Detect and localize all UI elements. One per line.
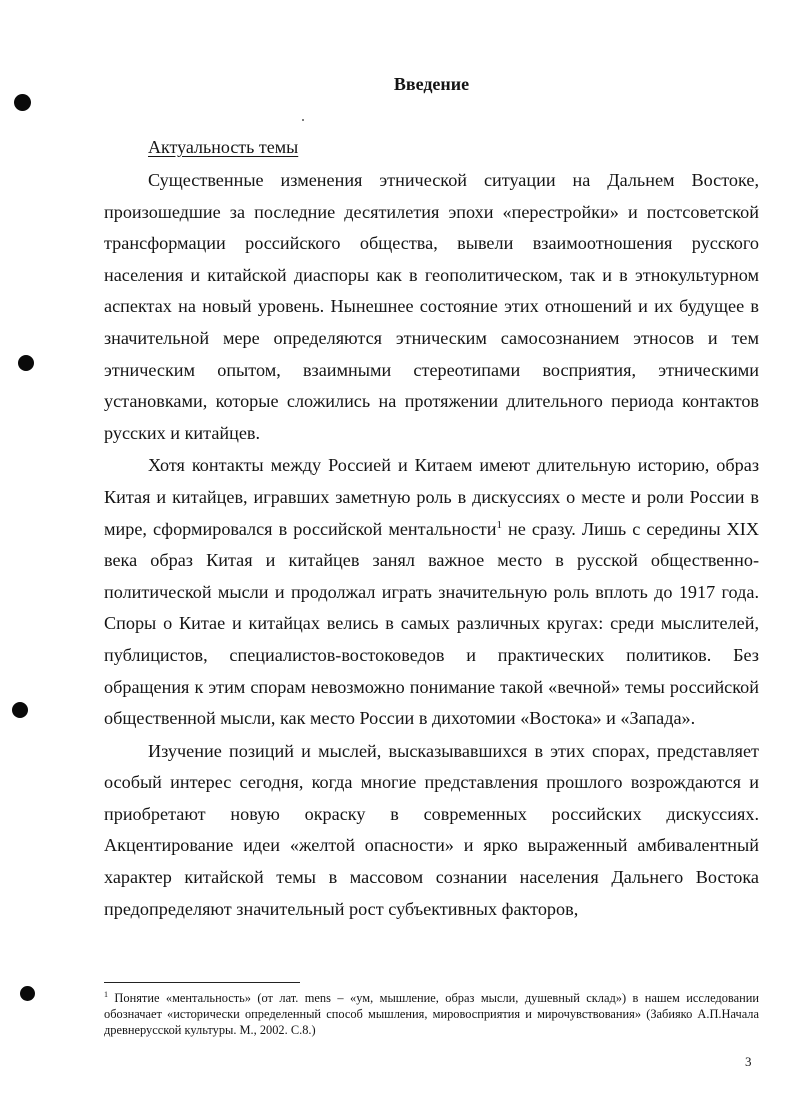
paragraph-2-part-1: Хотя контакты между Россией и Китаем имеют длительную историю, образ Китая и китайцев, игравших заметную роль в дискуссиях о месте и роли России в мире, сформировался в российской ментальности — [104, 455, 759, 539]
body-text — [104, 165, 759, 926]
page-number: 3 — [745, 1054, 752, 1069]
footnote-reference: 1 — [496, 518, 502, 531]
footnote — [104, 990, 759, 1038]
paragraph-2 — [104, 450, 759, 734]
punch-hole-top — [14, 94, 31, 111]
paragraph-3: Изучение позиций и мыслей, высказывавшихся в этих спорах, представляет особый интерес сегодня, когда многие представления прошлого возрождаются и приобретают новую окраску в современных российских дискуссиях. Акцентирование идеи «желтой опасности» и ярко выраженный амбивалентный характер китайской темы в массовом сознании населения Дальнего Востока предопределяют значительный рост субъективных факторов, — [104, 740, 759, 919]
punch-hole-bottom — [20, 986, 35, 1001]
punch-hole-lower — [12, 702, 28, 718]
footnote-separator — [104, 982, 300, 983]
punch-hole-middle — [18, 355, 34, 371]
paragraph-1: Существенные изменения этнической ситуации на Дальнем Востоке, произошедшие за последние десятилетия эпохи «перестройки» и постсоветской трансформации российского общества, вывели взаимоотношения русского населения и китайской диаспоры как в геополитическом, так и в этнокультурном аспектах на новый уровень. Нынешнее состояние этих отношений и их будущее в значительной мере определяются этническим самосознанием этносов и тем этническим опытом, взаимными стереотипами восприятия, этническими установками, которые сложились на протяжении длительного периода контактов русских и китайцев. — [104, 170, 759, 443]
page-title: Введение — [393, 74, 470, 94]
footnote-text: Понятие «ментальность» (от лат. mens – «ум, мышление, образ мысли, душевный склад») в нашем исследовании обозначает «исторически определенный способ мышления, мировосприятия и мирочувствования» (Забияко А.П.Начала древнерусской культуры. М., 2002. С.8.) — [104, 991, 759, 1037]
paragraph-2-part-2: не сразу. Лишь с середины XIX века образ Китая и китайцев занял важное место в русской общественно-политической мысли и продолжал играть значительную роль вплоть до 1917 года. Споры о Китае и китайцах велись в самых различных кругах: среди мыслителей, публицистов, специалистов-востоковедов и практических политиков. Без обращения к этим спорам невозможно понимание такой «вечной» темы российской общественной мысли, как место России в дихотомии «Востока» и «Запада». — [104, 518, 759, 729]
footnote-marker: 1 — [104, 989, 108, 999]
scan-speck — [302, 119, 304, 121]
section-subheading: Актуальность темы — [148, 137, 299, 157]
